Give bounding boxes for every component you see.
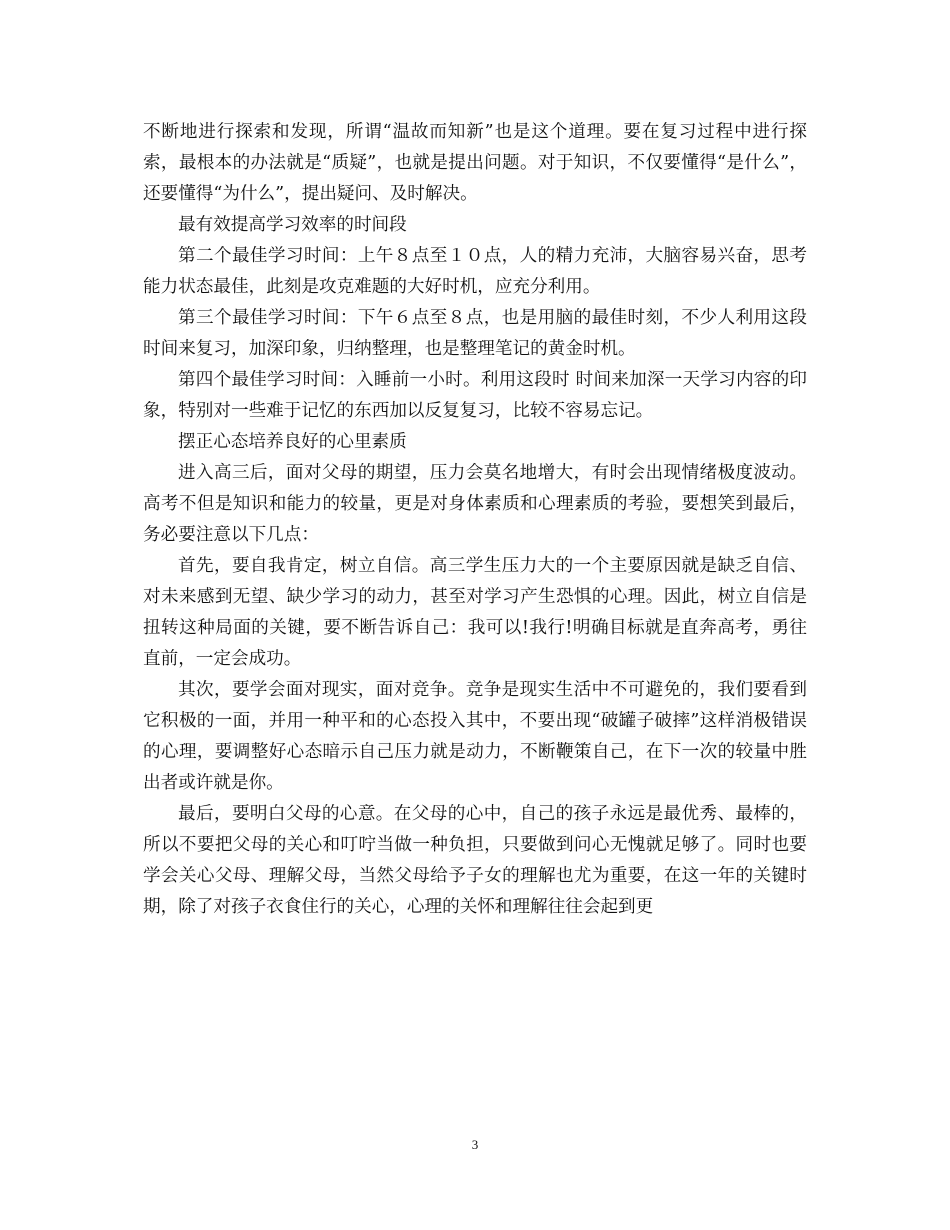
paragraph-finally-parents: 最后，要明白父母的心意。在父母的心中，自己的孩子永远是最优秀、最棒的，所以不要把父母的关心和叮咛当做一种负担，只要做到问心无愧就足够了。同时也要学会关心父母、理解父母，当然父母给予子女的理解也尤为重要，在这一年的关键时期，除了对孩子衣食住行的关心，心理的关怀和理解往往会起到更	[143, 804, 807, 917]
paragraph-senior-year-pressure: 进入高三后，面对父母的期望，压力会莫名地增大，有时会出现情绪极度波动。高考不但是知识和能力的较量，更是对身体素质和心理素质的考验，要想笑到最后，务必要注意以下几点：	[143, 463, 807, 545]
paragraph-second-best-time: 第二个最佳学习时间：上午８点至１０点，人的精力充沛，大脑容易兴奋，思考能力状态最佳，此刻是攻克难题的大好时机，应充分利用。	[143, 246, 807, 297]
page-number: 3	[471, 1137, 479, 1152]
paragraph-continuation: 不断地进行探索和发现，所谓“温故而知新”也是这个道理。要在复习过程中进行探索，最根本的办法就是“质疑”，也就是提出问题。对于知识，不仅要懂得“是什么”，还要懂得“为什么”，提出疑问、及时解决。	[143, 122, 807, 204]
document-body	[143, 117, 807, 923]
section-heading-study-efficiency: 最有效提高学习效率的时间段	[178, 215, 407, 235]
paragraph-fourth-best-time: 第四个最佳学习时间：入睡前一小时。利用这段时 时间来加深一天学习内容的印象，特别对一些难于记忆的东西加以反复复习，比较不容易忘记。	[143, 370, 807, 421]
paragraph-third-best-time: 第三个最佳学习时间：下午６点至８点，也是用脑的最佳时刻，不少人利用这段时间来复习，加深印象，归纳整理，也是整理笔记的黄金时机。	[143, 308, 807, 359]
paragraph-second-face-competition: 其次，要学会面对现实，面对竞争。竞争是现实生活中不可避免的，我们要看到它积极的一面，并用一种平和的心态投入其中，不要出现“破罐子破摔”这样消极错误的心理，要调整好心态暗示自己压力就是动力，不断鞭策自己，在下一次的较量中胜出者或许就是你。	[143, 680, 807, 793]
section-heading-mindset: 摆正心态培养良好的心里素质	[178, 432, 407, 452]
paragraph-first-self-confidence: 首先，要自我肯定，树立自信。高三学生压力大的一个主要原因就是缺乏自信、对未来感到无望、缺少学习的动力，甚至对学习产生恐惧的心理。因此，树立自信是扭转这种局面的关键，要不断告诉自己：我可以!我行!明确目标就是直奔高考，勇往直前，一定会成功。	[143, 556, 807, 669]
